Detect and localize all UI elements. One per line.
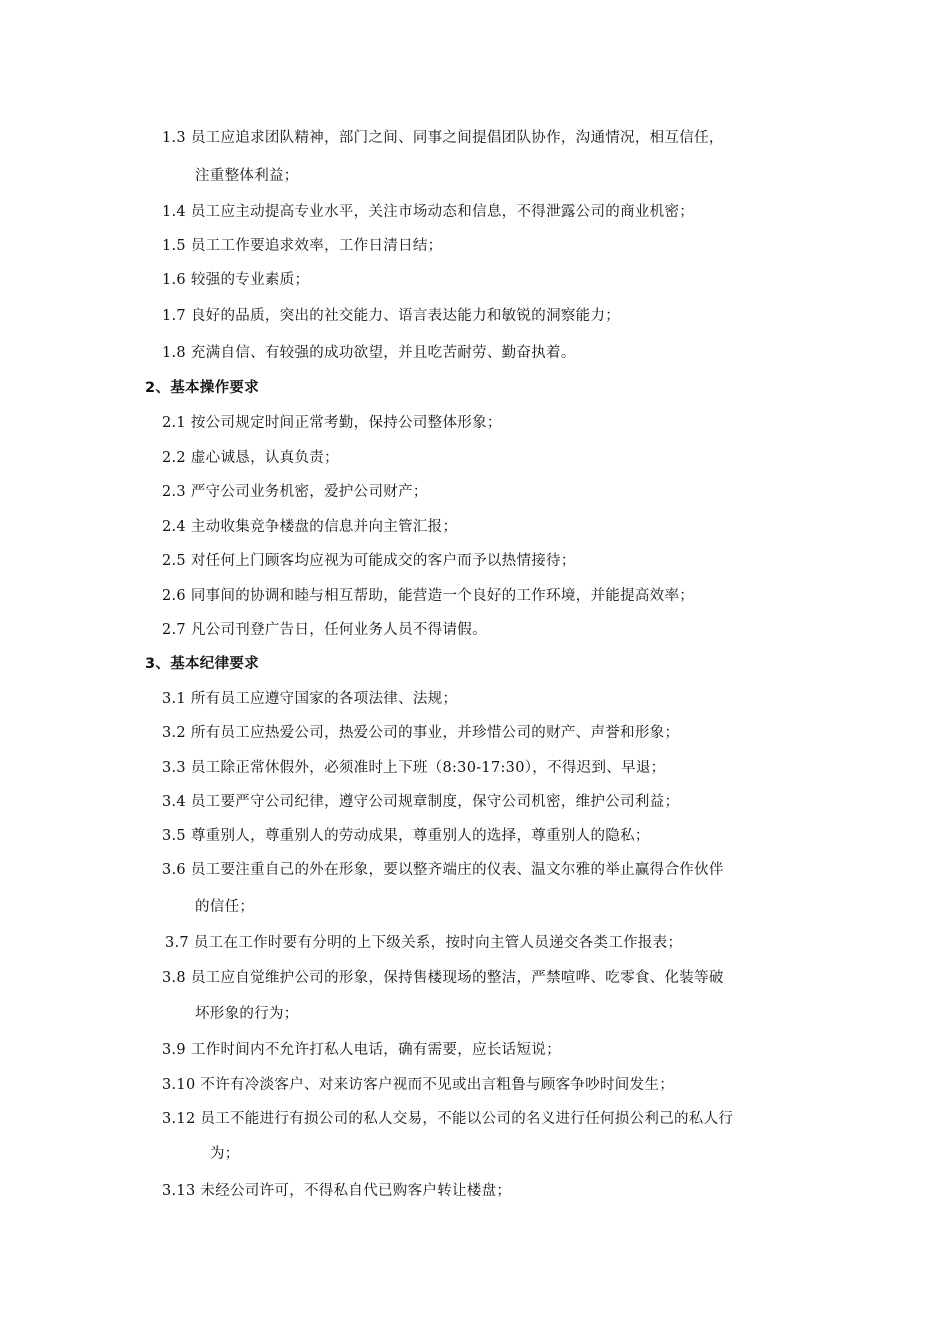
list-item: 3.8 员工应自觉维护公司的形象，保持售楼现场的整洁，严禁喧哗、吃零食、化装等破	[162, 970, 724, 986]
list-item: 1.4 员工应主动提高专业水平，关注市场动态和信息，不得泄露公司的商业机密；	[162, 204, 695, 220]
list-item: 2.4 主动收集竞争楼盘的信息并向主管汇报；	[162, 519, 458, 535]
list-item: 2.6 同事间的协调和睦与相互帮助，能营造一个良好的工作环境，并能提高效率；	[162, 588, 695, 604]
list-item: 1.3 员工应追求团队精神，部门之间、同事之间提倡团队协作，沟通情况，相互信任，	[162, 130, 724, 146]
list-item: 3.1 所有员工应遵守国家的各项法律、法规；	[162, 691, 458, 707]
list-item: 3.5 尊重别人，尊重别人的劳动成果，尊重别人的选择，尊重别人的隐私；	[162, 828, 650, 844]
list-item: 3.12 员工不能进行有损公司的私人交易，不能以公司的名义进行任何损公利己的私人行	[162, 1111, 734, 1127]
list-item: 3.7 员工在工作时要有分明的上下级关系，按时向主管人员递交各类工作报表；	[165, 935, 683, 951]
list-item: 3.3 员工除正常休假外，必须准时上下班（8:30-17:30），不得迟到、早退；	[162, 760, 666, 776]
list-item: 1.8 充满自信、有较强的成功欲望，并且吃苦耐劳、勤奋执着。	[162, 345, 576, 361]
list-item-continuation: 注重整体利益；	[195, 168, 299, 184]
list-item-continuation: 的信任；	[195, 899, 255, 915]
list-item: 2.7 凡公司刊登广告日，任何业务人员不得请假。	[162, 622, 487, 638]
list-item: 3.10 不许有冷淡客户、对来访客户视而不见或出言粗鲁与顾客争吵时间发生；	[162, 1077, 674, 1093]
list-item: 3.6 员工要注重自己的外在形象，要以整齐端庄的仪表、温文尔雅的举止赢得合作伙伴	[162, 862, 724, 878]
list-item: 1.6 较强的专业素质；	[162, 272, 310, 288]
list-item: 3.9 工作时间内不允许打私人电话，确有需要，应长话短说；	[162, 1042, 561, 1058]
list-item: 2.3 严守公司业务机密，爱护公司财产；	[162, 484, 428, 500]
list-item: 1.5 员工工作要追求效率，工作日清日结；	[162, 238, 443, 254]
section-heading: 3、基本纪律要求	[145, 656, 259, 672]
section-heading: 2、基本操作要求	[145, 380, 259, 396]
list-item: 3.2 所有员工应热爱公司，热爱公司的事业，并珍惜公司的财产、声誉和形象；	[162, 725, 680, 741]
list-item: 1.7 良好的品质，突出的社交能力、语言表达能力和敏锐的洞察能力；	[162, 308, 621, 324]
list-item: 3.4 员工要严守公司纪律，遵守公司规章制度，保守公司机密，维护公司利益；	[162, 794, 680, 810]
list-item: 3.13 未经公司许可，不得私自代已购客户转让楼盘；	[162, 1183, 512, 1199]
list-item-continuation: 为；	[210, 1146, 240, 1162]
list-item: 2.1 按公司规定时间正常考勤，保持公司整体形象；	[162, 415, 502, 431]
list-item: 2.2 虚心诚恳，认真负责；	[162, 450, 339, 466]
list-item-continuation: 坏形象的行为；	[195, 1006, 299, 1022]
list-item: 2.5 对任何上门顾客均应视为可能成交的客户而予以热情接待；	[162, 553, 576, 569]
